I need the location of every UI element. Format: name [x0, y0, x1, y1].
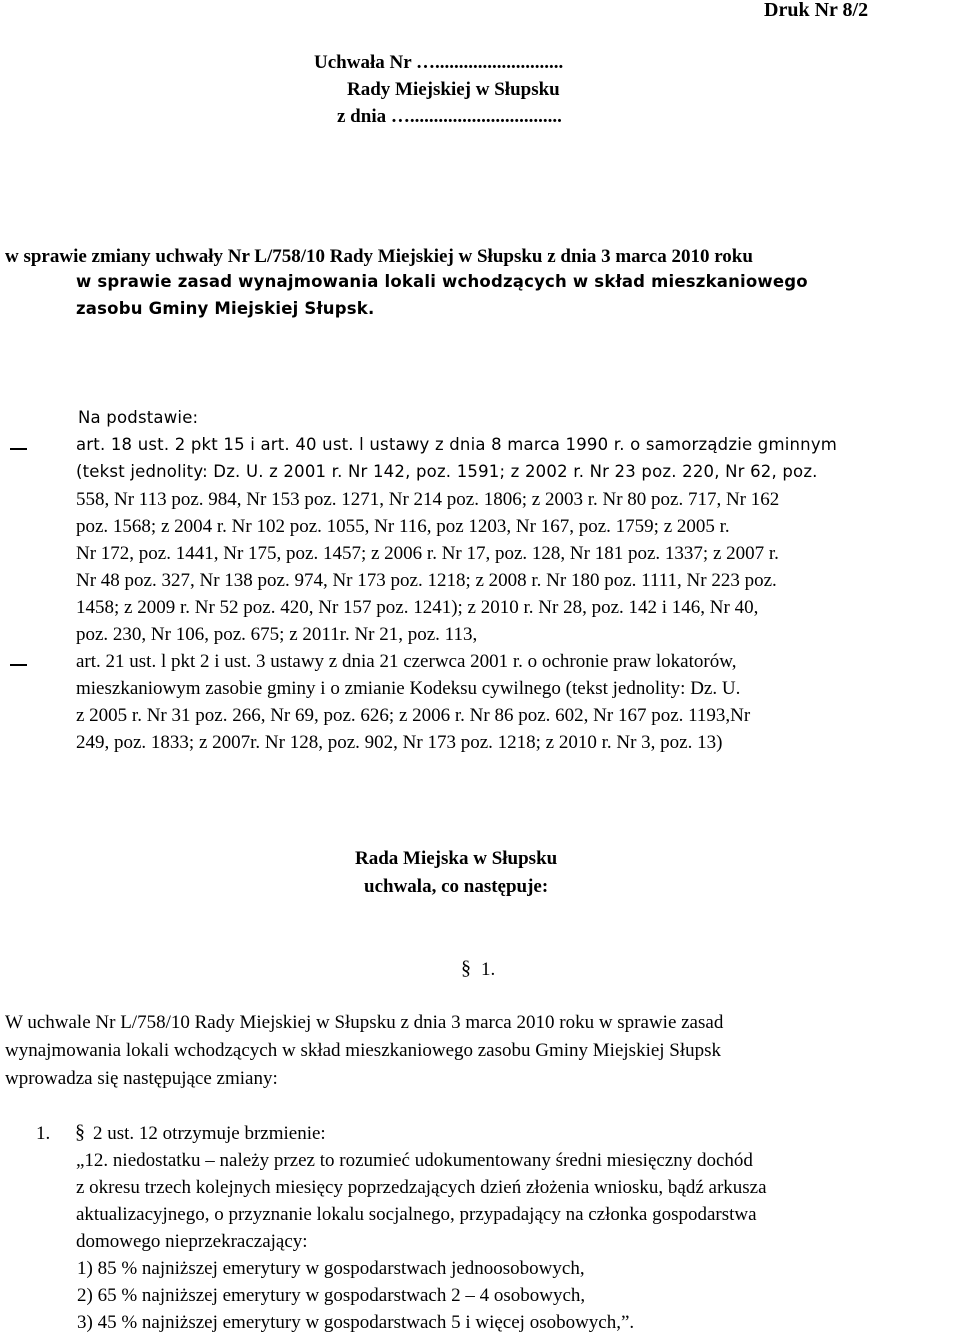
basis-heading: Na podstawie:: [78, 408, 199, 427]
point-item: 3) 45 % najniższej emerytury w gospodarstwach 5 i więcej osobowych,”.: [77, 1312, 635, 1333]
resolution-number: Uchwała Nr …...........................: [314, 52, 564, 73]
bullet-dash: [10, 664, 27, 666]
section-intro-line: wprowadza się następujące zmiany:: [5, 1068, 278, 1089]
bullet-dash: [10, 448, 27, 450]
quote-line: z okresu trzech kolejnych miesięcy poprzedzających dzień złożenia wniosku, bądź arkusza: [76, 1177, 767, 1198]
section-symbol: §: [461, 957, 471, 979]
change-title: 2 ust. 12 otrzymuje brzmienie:: [93, 1123, 326, 1144]
section-number: 1.: [481, 959, 496, 980]
basis-line: poz. 230, Nr 106, poz. 675; z 2011r. Nr 21, poz. 113,: [76, 624, 478, 645]
resolves-line-2: uchwala, co następuje:: [364, 876, 549, 897]
basis-line: art. 21 ust. l pkt 2 i ust. 3 ustawy z dnia 21 czerwca 2001 r. o ochronie praw lokatorów,: [76, 651, 737, 672]
council-name: Rady Miejskiej w Słupsku: [347, 79, 560, 100]
subject-line-1: w sprawie zmiany uchwały Nr L/758/10 Rady Miejskiej w Słupsku z dnia 3 marca 2010 roku: [5, 246, 753, 267]
point-item: 2) 65 % najniższej emerytury w gospodarstwach 2 – 4 osobowych,: [77, 1285, 586, 1306]
basis-line: 558, Nr 113 poz. 984, Nr 153 poz. 1271, Nr 214 poz. 1806; z 2003 r. Nr 80 poz. 717, Nr 162: [76, 489, 780, 510]
basis-line: z 2005 r. Nr 31 poz. 266, Nr 69, poz. 626; z 2006 r. Nr 86 poz. 602, Nr 167 poz. 1193,Nr: [76, 705, 751, 726]
basis-line: Nr 48 poz. 327, Nr 138 poz. 974, Nr 173 poz. 1218; z 2008 r. Nr 180 poz. 1111, Nr 223 poz.: [76, 570, 777, 591]
change-number: 1.: [36, 1123, 51, 1144]
print-number: Druk Nr 8/2: [764, 0, 869, 21]
quote-line: „12. niedostatku – należy przez to rozumieć udokumentowany średni miesięczny dochód: [76, 1150, 753, 1171]
basis-line: mieszkaniowym zasobie gminy i o zmianie Kodeksu cywilnego (tekst jednolity: Dz. U.: [76, 678, 741, 699]
basis-line: (tekst jednolity: Dz. U. z 2001 r. Nr 142, poz. 1591; z 2002 r. Nr 23 poz. 220, Nr 62, poz.: [76, 462, 818, 481]
section-intro-line: wynajmowania lokali wchodzących w skład mieszkaniowego zasobu Gminy Miejskiej Słupsk: [5, 1040, 722, 1061]
subject-line-2: w sprawie zasad wynajmowania lokali wchodzących w skład mieszkaniowego: [76, 272, 808, 291]
basis-line: Nr 172, poz. 1441, Nr 175, poz. 1457; z 2006 r. Nr 17, poz. 128, Nr 181 poz. 1337; z 2007 r.: [76, 543, 779, 564]
basis-line: 249, poz. 1833; z 2007r. Nr 128, poz. 902, Nr 173 poz. 1218; z 2010 r. Nr 3, poz. 13): [76, 732, 723, 753]
basis-line: 1458; z 2009 r. Nr 52 poz. 420, Nr 157 poz. 1241); z 2010 r. Nr 28, poz. 142 i 146, Nr 40,: [76, 597, 759, 618]
quote-line: domowego nieprzekraczający:: [76, 1231, 308, 1252]
basis-line: poz. 1568; z 2004 r. Nr 102 poz. 1055, Nr 116, poz 1203, Nr 167, poz. 1759; z 2005 r.: [76, 516, 730, 537]
quote-line: aktualizacyjnego, o przyznanie lokalu socjalnego, przypadający na członka gospodarstwa: [76, 1204, 757, 1225]
basis-line: art. 18 ust. 2 pkt 15 i art. 40 ust. l ustawy z dnia 8 marca 1990 r. o samorządzie gminnym: [76, 435, 838, 454]
resolution-date: z dnia …................................: [337, 106, 562, 127]
subject-line-3: zasobu Gminy Miejskiej Słupsk.: [76, 299, 375, 318]
resolves-line-1: Rada Miejska w Słupsku: [355, 848, 558, 869]
section-intro-line: W uchwale Nr L/758/10 Rady Miejskiej w Słupsku z dnia 3 marca 2010 roku w sprawie zasad: [5, 1012, 724, 1033]
point-item: 1) 85 % najniższej emerytury w gospodarstwach jednoosobowych,: [77, 1258, 585, 1279]
change-section-symbol: §: [75, 1121, 85, 1143]
